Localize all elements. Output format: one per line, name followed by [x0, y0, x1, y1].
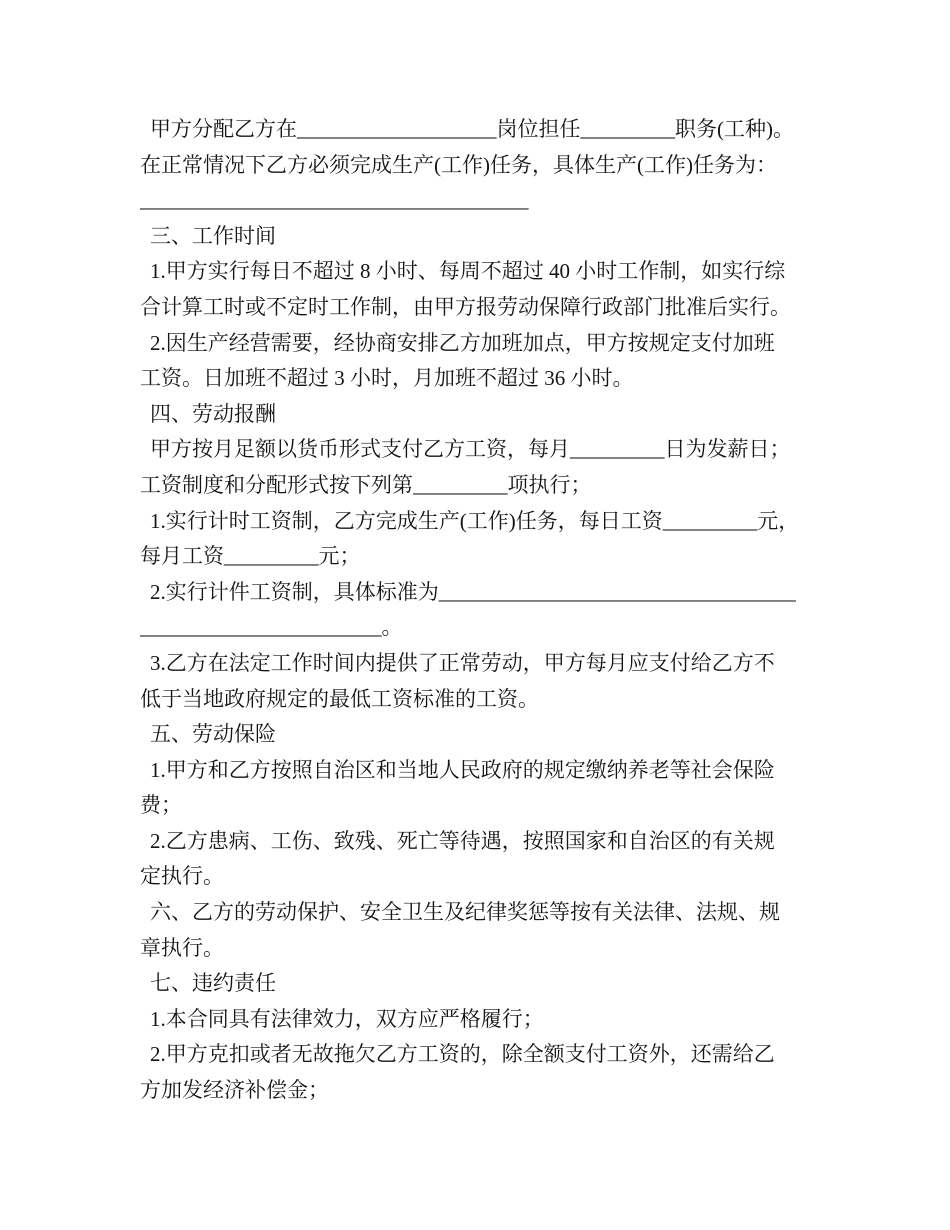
- clause-line: 低于当地政府规定的最低工资标准的工资。: [140, 686, 539, 711]
- clause-line: 定执行。: [140, 864, 224, 889]
- section-heading: 七、违约责任: [150, 971, 276, 996]
- section-heading: 四、劳动报酬: [150, 401, 276, 426]
- clause-line: 甲方分配乙方在___________________岗位担任_________职务(工种)。: [150, 117, 794, 141]
- clause-line: 2.乙方患病、工伤、致残、死亡等待遇，按照国家和自治区的有关规: [150, 828, 775, 853]
- clause-line: _______________________。: [140, 615, 403, 640]
- clause-line: 每月工资_________元；: [140, 544, 361, 569]
- clause-line: 1.甲方和乙方按照自治区和当地人民政府的规定缴纳养老等社会保险: [150, 757, 775, 782]
- clause-line: 2.因生产经营需要，经协商安排乙方加班加点，甲方按规定支付加班: [150, 330, 775, 355]
- document-body: [140, 112, 840, 1109]
- section-heading: 五、劳动保险: [150, 722, 276, 747]
- blank-fill-line: _____________________________________: [140, 188, 529, 213]
- section-heading: 三、工作时间: [150, 223, 276, 248]
- clause-line: 1.本合同具有法律效力，双方应严格履行；: [150, 1006, 544, 1031]
- clause-line: 1.实行计时工资制，乙方完成生产(工作)任务，每日工资_________元，: [150, 508, 800, 533]
- clause-line: 2.甲方克扣或者无故拖欠乙方工资的，除全额支付工资外，还需给乙: [150, 1042, 775, 1067]
- clause-line: 在正常情况下乙方必须完成生产(工作)任务，具体生产(工作)任务为：: [140, 152, 777, 177]
- clause-line: 章执行。: [140, 935, 224, 960]
- clause-line: 甲方按月足额以货币形式支付乙方工资，每月_________日为发薪日；: [150, 437, 791, 462]
- clause-line: 工资制度和分配形式按下列第_________项执行；: [140, 472, 592, 497]
- clause-line: 3.乙方在法定工作时间内提供了正常劳动，甲方每月应支付给乙方不: [150, 650, 775, 675]
- section-heading: 六、乙方的劳动保护、安全卫生及纪律奖惩等按有关法律、法规、规: [150, 900, 780, 925]
- clause-line: 方加发经济补偿金；: [140, 1078, 329, 1103]
- clause-line: 2.实行计件工资制，具体标准为__________________________________: [150, 579, 796, 604]
- clause-line: 1.甲方实行每日不超过 8 小时、每周不超过 40 小时工作制，如实行综: [150, 259, 786, 284]
- clause-line: 费；: [140, 793, 182, 818]
- clause-line: 工资。日加班不超过 3 小时，月加班不超过 36 小时。: [140, 366, 634, 391]
- clause-line: 合计算工时或不定时工作制，由甲方报劳动保障行政部门批准后实行。: [140, 294, 791, 319]
